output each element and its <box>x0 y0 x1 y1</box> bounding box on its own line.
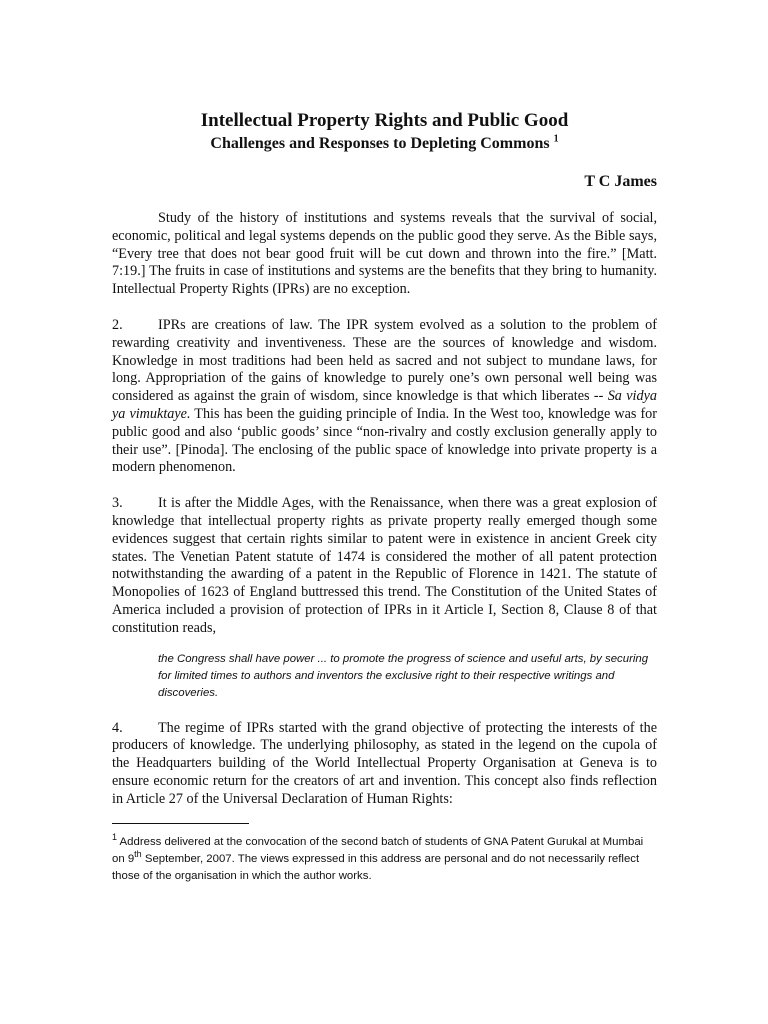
document-title <box>112 110 657 132</box>
footnote-text: Address delivered at the convocation of the second batch of students of GNA Patent Gurukal at Mumbai on 9 <box>112 835 644 865</box>
subtitle-footnote-mark: 1 <box>553 133 559 145</box>
footnote-text-continued: September, 2007. The views expressed in this address are personal and do not necessarily reflect those of the organisation in which the author works. <box>112 852 640 882</box>
paragraph-2 <box>112 317 657 477</box>
subtitle-text: Challenges and Responses to Depleting Commons <box>210 135 550 152</box>
paragraph-text: IPRs are creations of law. The IPR system evolved as a solution to the problem of rewarding creativity and inventiveness. These are the sources of knowledge and wisdom. Knowledge in most traditions had been held as sacred and not subject to mundane laws, for long. Appropriation of the gains of knowledge to purely one’s own personal well being was considered as against the grain of wisdom, since knowledge is that which liberates -- <box>112 316 657 405</box>
footnote <box>112 831 657 885</box>
document-subtitle <box>112 134 657 154</box>
document-page <box>112 100 657 885</box>
author-name: T C James <box>584 173 657 190</box>
paragraph-number: 4. <box>112 719 123 736</box>
paragraph-number: 2. <box>112 316 123 333</box>
footnote-separator <box>112 823 249 824</box>
paragraph-text: The regime of IPRs started with the grand objective of protecting the interests of the producers of knowledge. The underlying philosophy, as stated in the legend on the cupola of the Headquarters building of the World Intellectual Property Organisation at Geneva is to ensure economic return for the creators of art and invention. This concept also finds reflection in Article 27 of the Universal Declaration of Human Rights: <box>112 719 657 807</box>
paragraph-3 <box>112 495 657 637</box>
paragraph-4 <box>112 720 657 809</box>
title-text: Intellectual Property Rights and Public Good <box>200 110 569 131</box>
footnote-mark: 1 <box>112 831 118 842</box>
sanskrit-quote: Sa vidya ya vimuktaye. <box>112 388 657 422</box>
paragraph-text-continued: This has been the guiding principle of India. In the West too, knowledge was for public good and also ‘public goods’ since “non-rivalry and costly exclusion generally apply to their use”. [Pinoda]. The enclosing of the public space of knowledge into private property is a modern phenomenon. <box>112 405 657 476</box>
paragraph-text: It is after the Middle Ages, with the Renaissance, when there was a great explosion of knowledge that intellectual property rights as private property really emerged though some evidences suggest that certain rights similar to patent were in existence in ancient Greek city states. The Venetian Patent statute of 1474 is considered the mother of all patent protection notwithstanding the awarding of a patent in the Republic of Florence in 1421. The statute of Monopolies of 1623 of England buttressed this trend. The Constitution of the United States of America included a provision of protection of IPRs in it Article I, Section 8, Clause 8 of that constitution reads, <box>112 495 657 636</box>
block-quote: the Congress shall have power ... to promote the progress of science and useful arts, by securing for limited times to authors and inventors the exclusive right to their respective writings and discoveries. <box>158 652 649 699</box>
paragraph-number: 3. <box>112 495 123 512</box>
footnote-ordinal-suffix: th <box>134 848 142 859</box>
paragraph-1: Study of the history of institutions and systems reveals that the survival of social, economic, political and legal systems depends on the public good they serve. As the Bible says, “Every tree that does not bear good fruit will be cut down and thrown into the fire.” [Matt. 7:19.] The fruits in case of institutions and systems are the benefits that they bring to humanity. Intellectual Property Rights (IPRs) are no exception. <box>112 210 657 298</box>
